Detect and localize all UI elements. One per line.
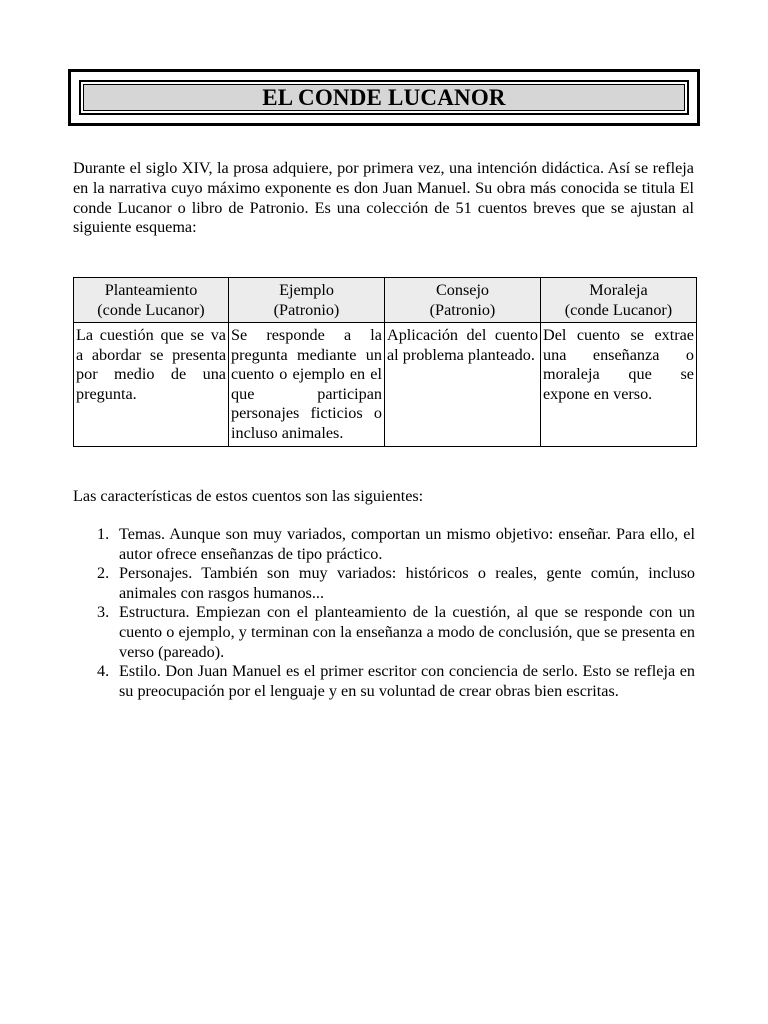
header-name: Moraleja [589,281,648,299]
list-item [73,603,695,662]
header-name: Planteamiento [104,281,198,299]
header-name: Ejemplo [279,281,334,299]
list-text: Estilo. Don Juan Manuel es el primer escritor con conciencia de serlo. Esto se refleja en su preocupación por el lenguaje y en su voluntad de crear obras bien escritas. [119,662,695,700]
list-text: Estructura. Empiezan con el planteamiento de la cuestión, al que se responde con un cuento o ejemplo, y terminan con la enseñanza a modo de conclusión, que se presenta en verso (pareado). [119,603,695,661]
list-number: 4. [97,662,110,681]
header-sub: (conde Lucanor) [97,301,205,319]
features-list [73,525,695,701]
cell-planteamiento: La cuestión que se va a abordar se presenta por medio de una pregunta. [74,323,229,447]
cell-ejemplo: Se responde a la pregunta mediante un cuento o ejemplo en el que participan personajes ficticios o incluso animales. [229,323,385,447]
table-row [74,323,697,447]
intro-paragraph: Durante el siglo XIV, la prosa adquiere, por primera vez, una intención didáctica. Así se refleja en la narrativa cuyo máximo exponente es don Juan Manuel. Su obra más conocida se titula El conde Lucanor o libro de Patronio. Es una colección de 51 cuentos breves que se ajustan al siguiente esquema: [73,159,694,237]
list-number: 1. [97,525,110,543]
header-moraleja [541,278,697,323]
cell-moraleja: Del cuento se extrae una enseñanza o moraleja que se expone en verso. [541,323,697,447]
header-sub: (Patronio) [273,301,340,319]
title-frame [68,69,700,126]
scheme-table [73,277,697,447]
header-planteamiento [74,278,229,323]
list-item [73,525,695,564]
list-number: 3. [97,603,110,622]
header-consejo [385,278,541,323]
title-inner-frame [79,80,689,115]
list-item [73,662,695,701]
header-name: Consejo [435,281,490,299]
list-text: Personajes. También son muy variados: históricos o reales, gente común, incluso animales con rasgos humanos... [119,564,695,602]
list-intro: Las características de estos cuentos son las siguientes: [73,487,424,505]
list-text: Temas. Aunque son muy variados, comportan un mismo objetivo: enseñar. Para ello, el autor ofrece enseñanzas de tipo práctico. [119,525,695,563]
header-sub: (conde Lucanor) [564,301,673,319]
list-number: 2. [97,564,110,583]
table-header-row [74,278,697,323]
cell-consejo: Aplicación del cuento al problema planteado. [385,323,541,447]
list-item [73,564,695,603]
header-sub: (Patronio) [429,301,496,319]
page-title: EL CONDE LUCANOR [83,84,685,111]
header-ejemplo [229,278,385,323]
